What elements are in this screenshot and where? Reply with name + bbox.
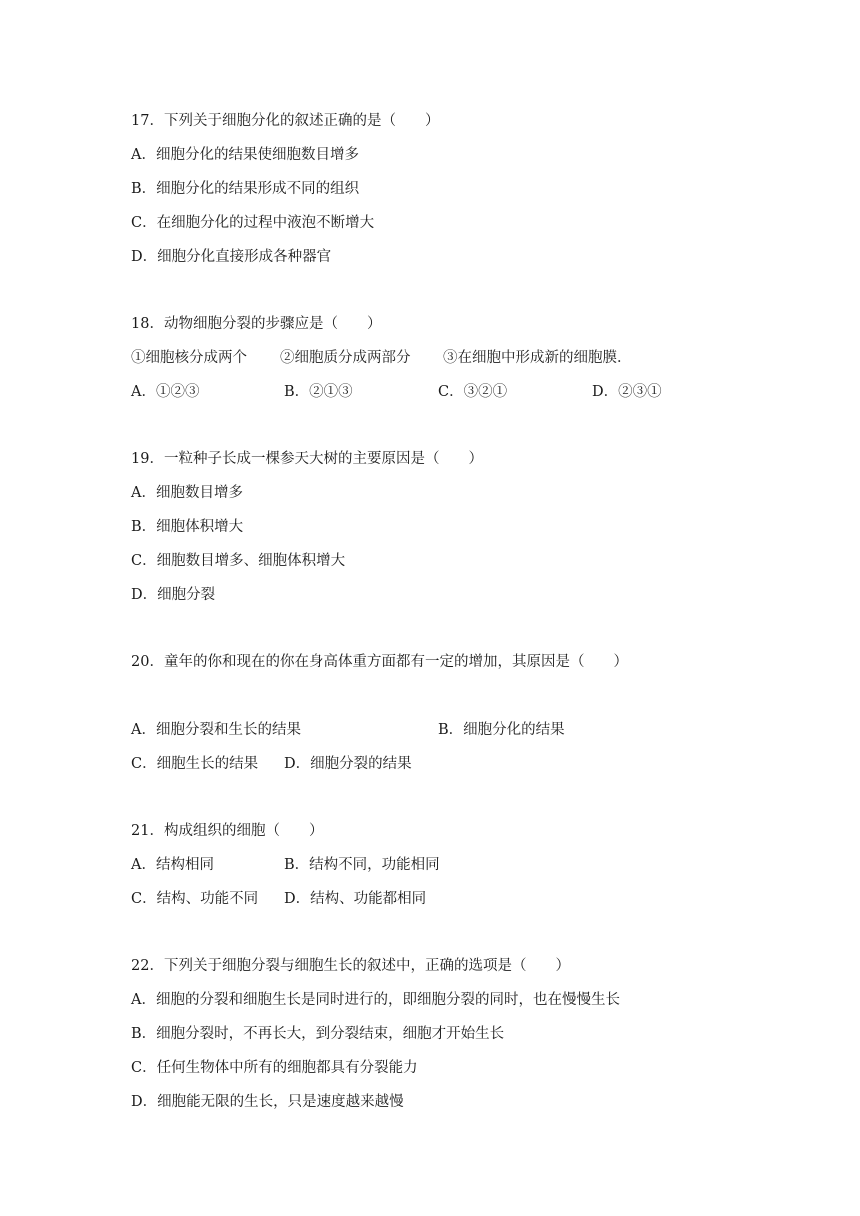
q21-stem: 21．构成组织的细胞（ ） bbox=[131, 823, 324, 839]
q22-option-d: D．细胞能无限的生长，只是速度越来越慢 bbox=[131, 1094, 404, 1110]
q22-stem: 22．下列关于细胞分裂与细胞生长的叙述中，正确的选项是（ ） bbox=[131, 958, 570, 974]
q20-option-a: A．细胞分裂和生长的结果 bbox=[131, 722, 301, 738]
q20-option-b: B．细胞分化的结果 bbox=[438, 722, 565, 738]
q19-option-b: B．细胞体积增大 bbox=[131, 519, 244, 535]
q19-stem: 19．一粒种子长成一棵参天大树的主要原因是（ ） bbox=[131, 451, 483, 467]
q17-option-b: B．细胞分化的结果形成不同的组织 bbox=[131, 181, 360, 197]
q22-option-b: B．细胞分裂时，不再长大，到分裂结束，细胞才开始生长 bbox=[131, 1026, 505, 1042]
q18-stem: 18．动物细胞分裂的步骤应是（ ） bbox=[131, 316, 382, 332]
q20-stem: 20．童年的你和现在的你在身高体重方面都有一定的增加，其原因是（ ） bbox=[131, 654, 628, 670]
q20-option-c: C．细胞生长的结果 bbox=[131, 756, 259, 772]
q20-option-d: D．细胞分裂的结果 bbox=[284, 756, 412, 772]
q21-option-c: C．结构、功能不同 bbox=[131, 891, 259, 907]
q19-option-c: C．细胞数目增多、细胞体积增大 bbox=[131, 553, 346, 569]
q21-option-b: B．结构不同，功能相同 bbox=[284, 857, 440, 873]
q21-option-a: A．结构相同 bbox=[131, 857, 214, 873]
q19-option-a: A．细胞数目增多 bbox=[131, 485, 243, 501]
q21-option-d: D．结构、功能都相同 bbox=[284, 891, 427, 907]
q17-stem: 17．下列关于细胞分化的叙述正确的是（ ） bbox=[131, 113, 440, 129]
q18-step-3: ③在细胞中形成新的细胞膜． bbox=[443, 350, 632, 366]
q18-option-c: C．③②① bbox=[438, 384, 508, 400]
q22-option-a: A．细胞的分裂和细胞生长是同时进行的，即细胞分裂的同时，也在慢慢生长 bbox=[131, 992, 620, 1008]
q17-option-c: C．在细胞分化的过程中液泡不断增大 bbox=[131, 215, 375, 231]
q18-option-a: A．①②③ bbox=[131, 384, 200, 400]
q18-option-d: D．②③① bbox=[592, 384, 662, 400]
q18-option-b: B．②①③ bbox=[284, 384, 353, 400]
q18-step-2: ②细胞质分成两部分 bbox=[280, 350, 411, 366]
q18-step-1: ①细胞核分成两个 bbox=[131, 350, 247, 366]
q17-option-d: D．细胞分化直接形成各种器官 bbox=[131, 249, 332, 265]
q17-option-a: A．细胞分化的结果使细胞数目增多 bbox=[131, 147, 359, 163]
q22-option-c: C．任何生物体中所有的细胞都具有分裂能力 bbox=[131, 1060, 418, 1076]
q19-option-d: D．细胞分裂 bbox=[131, 587, 216, 603]
